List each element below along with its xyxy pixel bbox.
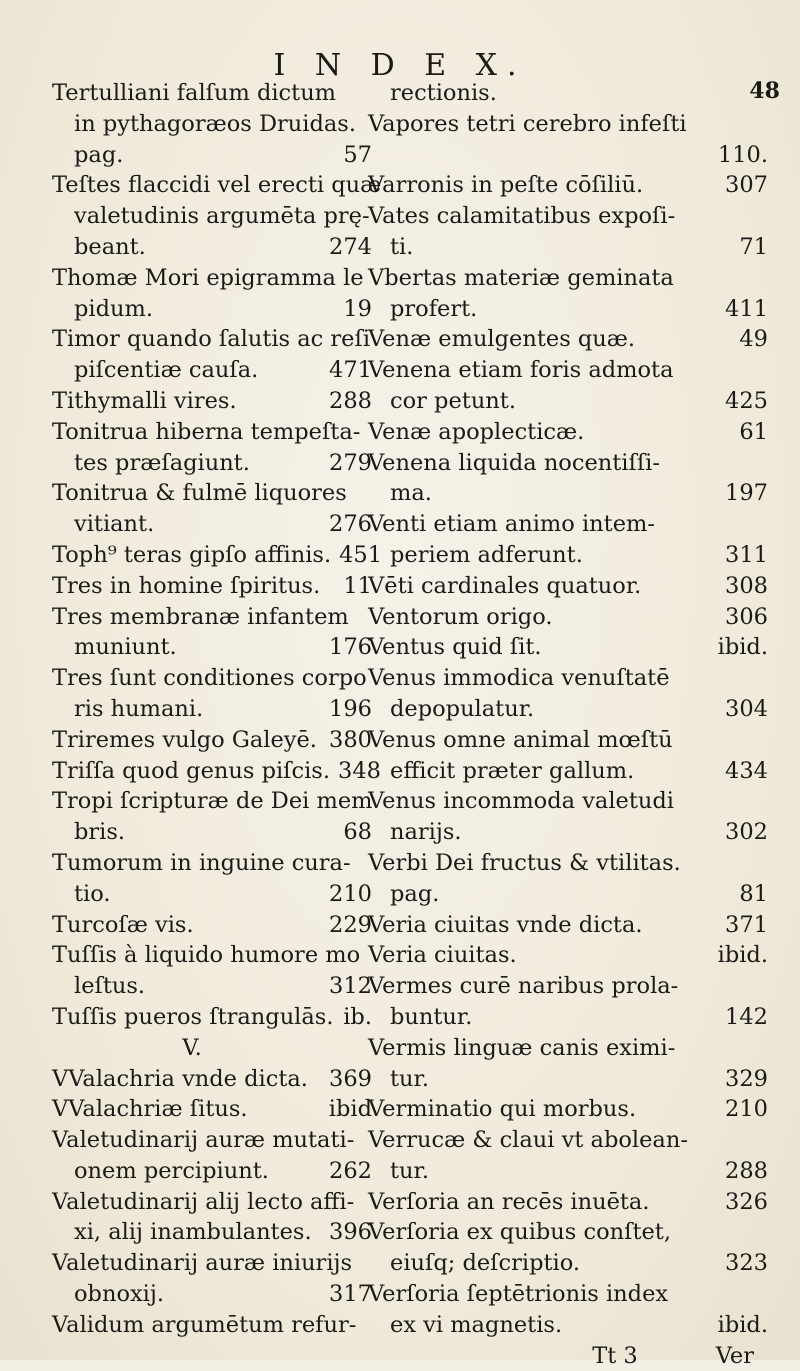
entry-page-number: 81	[739, 880, 768, 907]
entry-text: Ventorum origo.	[368, 603, 553, 630]
entry-text: Venena liquida nocentiſſi-	[368, 449, 660, 476]
entry-page-number: ibid.	[717, 942, 768, 969]
entry-text: Tertulliani falſum dictum	[52, 80, 337, 106]
entry-text: Ventus quid ſit.	[368, 634, 542, 661]
entry-text: V.	[182, 1034, 202, 1061]
entry-text: Verſoria ex quibus conſtet,	[368, 1219, 672, 1246]
entry-text: Tithymalli vires.	[52, 387, 237, 414]
entry-text: Vates calamitatibus expoſi-	[368, 203, 676, 230]
index-entry	[52, 232, 372, 263]
entry-page-number: 71	[739, 233, 768, 260]
index-entry	[52, 848, 372, 879]
entry-text: Valetudinarij auræ mutati-	[52, 1127, 355, 1154]
entry-text: cor petunt.	[390, 387, 516, 414]
entry-page-number: ibid.	[717, 634, 768, 661]
index-entry	[368, 602, 768, 633]
index-entry	[368, 879, 768, 910]
entry-text: ti.	[390, 233, 414, 260]
index-entry	[368, 324, 768, 355]
entry-text: periem adferunt.	[390, 541, 583, 568]
entry-text: Venæ emulgentes quæ.	[368, 326, 636, 353]
index-entry	[368, 756, 768, 787]
entry-text: Tuſſis pueros ſtrangulās.	[52, 1003, 334, 1030]
index-entry	[368, 1125, 768, 1156]
entry-text: Tonitrua & fulmē liquores	[52, 480, 347, 507]
index-entry	[52, 324, 372, 355]
index-entry	[368, 1094, 768, 1125]
index-entry	[52, 448, 372, 479]
entry-page-number: 304	[725, 695, 768, 722]
index-entry	[368, 910, 768, 941]
entry-page-number: 262	[329, 1157, 372, 1184]
entry-text: Tres in homine ſpiritus.	[52, 572, 321, 599]
page-number: 48	[749, 78, 780, 104]
entry-page-number: 371	[725, 911, 768, 938]
index-entry	[52, 417, 372, 448]
entry-text: Veria ciuitas vnde dicta.	[368, 911, 643, 938]
entry-page-number: ibid	[328, 1096, 372, 1123]
entry-page-number: 288	[329, 387, 372, 414]
entry-text: Vermes curē naribus prola-	[368, 973, 679, 1000]
index-entry	[52, 478, 372, 509]
entry-text: Verminatio qui morbus.	[368, 1096, 637, 1123]
index-entry	[52, 355, 372, 386]
index-entry	[368, 478, 768, 509]
index-entry	[368, 1217, 768, 1248]
index-entry	[368, 109, 768, 140]
entry-text: Venus incommoda valetudi	[368, 788, 674, 815]
index-entry	[52, 725, 372, 756]
index-entry	[52, 109, 372, 140]
index-entry	[368, 725, 768, 756]
entry-text: beant.	[74, 233, 146, 260]
entry-page-number: 288	[725, 1157, 768, 1184]
entry-text: valetudinis argumēta prę-	[74, 203, 370, 230]
entry-text: efficit præter gallum.	[390, 757, 635, 784]
entry-text: Veria ciuitas.	[368, 942, 517, 969]
index-entry	[52, 756, 381, 787]
index-entry	[52, 1094, 372, 1125]
entry-page-number: 312	[329, 973, 372, 1000]
index-entry	[52, 1156, 372, 1187]
entry-text: depopulatur.	[390, 695, 535, 722]
entry-text: piſcentiæ cauſa.	[74, 357, 259, 384]
entry-page-number: 229	[329, 911, 372, 938]
entry-page-number: 57	[343, 141, 372, 168]
index-entry	[368, 1310, 768, 1341]
index-entry	[368, 294, 768, 325]
entry-page-number: 68	[343, 819, 372, 846]
index-entry	[52, 694, 372, 725]
entry-text: Varronis in peſte cōſiliū.	[368, 172, 644, 199]
index-entry	[52, 540, 383, 571]
entry-text: Validum argumētum refur-	[52, 1311, 357, 1338]
index-entry	[52, 817, 372, 848]
entry-page-number: 196	[329, 695, 372, 722]
entry-page-number: 61	[739, 418, 768, 445]
entry-text: Tres membranæ infantem	[52, 603, 349, 630]
entry-text: rectionis.	[390, 80, 497, 106]
entry-text: Turcoſæ vis.	[52, 911, 194, 938]
index-entry	[368, 140, 768, 171]
entry-page-number: ibid.	[717, 1311, 768, 1338]
entry-text: tio.	[74, 880, 111, 907]
entry-page-number: 329	[725, 1065, 768, 1092]
index-entry	[368, 1248, 768, 1279]
entry-text: Venena etiam foris admota	[368, 357, 674, 384]
index-entry	[52, 140, 372, 171]
entry-page-number: 49	[739, 326, 768, 353]
entry-page-number: 326	[725, 1188, 768, 1215]
index-entry	[52, 386, 372, 417]
entry-text: Valetudinarij alij lecto affi-	[52, 1188, 355, 1215]
entry-text: buntur.	[390, 1003, 473, 1030]
entry-text: VValachria vnde dicta.	[52, 1065, 308, 1092]
entry-page-number: 142	[725, 1003, 768, 1030]
index-entry	[52, 170, 382, 201]
index-entry	[52, 1064, 372, 1095]
entry-text: Thomæ Mori epigramma le	[52, 264, 364, 291]
index-entry	[368, 632, 768, 663]
entry-page-number: 274	[329, 233, 372, 260]
index-entry	[368, 78, 768, 109]
entry-text: Triſſa quod genus piſcis.	[52, 757, 330, 784]
entry-text: Tropi ſcripturæ de Dei mem	[52, 788, 373, 815]
index-entry	[52, 910, 372, 941]
entry-text: profert.	[390, 295, 478, 322]
entry-text: Vermis linguæ canis eximi-	[368, 1034, 676, 1061]
entry-page-number: 279	[329, 449, 372, 476]
entry-text: Vapores tetri cerebro infeſti	[368, 110, 687, 137]
right-index-column	[368, 78, 768, 1371]
entry-text: vitiant.	[74, 511, 155, 538]
index-entry	[52, 1310, 372, 1341]
entry-text: leſtus.	[74, 973, 146, 1000]
entry-page-number: 425	[725, 387, 768, 414]
index-entry	[368, 571, 768, 602]
entry-page-number: 210	[725, 1096, 768, 1123]
entry-text: tes præſagiunt.	[74, 449, 250, 476]
entry-page-number: 311	[725, 541, 768, 568]
entry-page-number: 396	[329, 1219, 372, 1246]
entry-text: tur.	[390, 1157, 429, 1184]
entry-text: xi, alij inambulantes.	[74, 1219, 312, 1246]
index-entry	[368, 1279, 768, 1310]
entry-page-number: 471	[329, 357, 372, 384]
index-entry	[52, 201, 372, 232]
entry-page-number: 306	[725, 603, 768, 630]
index-entry	[368, 509, 768, 540]
entry-text: in pythagoræos Druidas.	[74, 110, 356, 137]
index-entry	[368, 1187, 768, 1218]
entry-text: Tuſſis à liquido humore mo	[52, 942, 361, 969]
index-entry	[368, 940, 768, 971]
index-entry	[52, 509, 372, 540]
entry-page-number: 302	[725, 819, 768, 846]
entry-text: ris humani.	[74, 695, 204, 722]
entry-page-number: 308	[725, 572, 768, 599]
entry-text: muniunt.	[74, 634, 177, 661]
entry-text: Venus immodica venuſtatē	[368, 665, 670, 692]
index-entry	[52, 602, 372, 633]
entry-text: Toph⁹ teras gipſo affinis.	[52, 541, 332, 568]
entry-page-number: 176	[329, 634, 372, 661]
entry-text: Triremes vulgo Galeyē.	[52, 726, 317, 753]
index-entry	[368, 1156, 768, 1187]
entry-text: ma.	[390, 480, 432, 507]
index-entry	[52, 1187, 372, 1218]
index-entry	[368, 232, 768, 263]
entry-text: eiuſq; deſcriptio.	[390, 1250, 581, 1277]
entry-page-number: 380	[329, 726, 372, 753]
index-entry	[368, 663, 768, 694]
entry-page-number: 348	[338, 757, 381, 784]
index-entry	[368, 386, 768, 417]
entry-text: bris.	[74, 819, 126, 846]
index-entry	[52, 879, 372, 910]
entry-page-number: 19	[343, 295, 372, 322]
index-entry	[368, 694, 768, 725]
entry-text: Tonitrua hiberna tempeſta-	[52, 418, 361, 445]
index-entry	[52, 1125, 372, 1156]
index-entry	[52, 1002, 372, 1033]
entry-text: Tumorum in inguine cura-	[52, 849, 351, 876]
entry-text: tur.	[390, 1065, 429, 1092]
index-entry	[368, 170, 768, 201]
index-entry	[368, 540, 768, 571]
entry-page-number: 323	[725, 1250, 768, 1277]
entry-text: Verrucæ & claui vt abolean-	[368, 1127, 688, 1154]
entry-text: Verſoria ſeptētrionis index	[368, 1281, 669, 1308]
index-entry	[368, 263, 768, 294]
entry-page-number: 276	[329, 511, 372, 538]
entry-page-number: 451	[339, 541, 383, 568]
entry-text: Valetudinarij auræ iniurijs	[52, 1250, 353, 1277]
index-entry	[52, 1217, 372, 1248]
entry-text: Venæ apoplecticæ.	[368, 418, 585, 445]
index-entry	[52, 294, 372, 325]
entry-text: VValachriæ ſitus.	[52, 1096, 248, 1123]
entry-page-number: 110.	[717, 141, 768, 168]
entry-page-number: 210	[329, 880, 372, 907]
entry-text: onem percipiunt.	[74, 1157, 269, 1184]
index-entry	[368, 355, 768, 386]
index-entry	[52, 1279, 372, 1310]
entry-text: Vēti cardinales quatuor.	[368, 572, 642, 599]
entry-text: Vbertas materiæ geminata	[368, 264, 674, 291]
entry-text: Venti etiam animo intem-	[368, 511, 655, 538]
entry-text: obnoxij.	[74, 1281, 164, 1308]
catchword: Ver	[715, 1342, 754, 1369]
entry-text: ex vi magnetis.	[390, 1311, 563, 1338]
entry-page-number: ib.	[343, 1003, 372, 1030]
index-entry	[52, 940, 372, 971]
entry-text: pag.	[74, 141, 124, 168]
left-index-column	[52, 78, 383, 1341]
entry-text: Verbi Dei fructus & vtilitas.	[368, 849, 681, 876]
index-entry	[368, 417, 768, 448]
section-letter	[52, 1033, 372, 1064]
entry-page-number: 307	[725, 172, 768, 199]
entry-text: Tt 3	[592, 1342, 638, 1369]
entry-text: Teſtes flaccidi vel erecti quæ	[52, 172, 382, 199]
entry-text: Verſoria an recēs inuēta.	[368, 1188, 650, 1215]
entry-text: Venus omne animal mœſtū	[368, 726, 673, 753]
index-entry	[368, 201, 768, 232]
index-entry	[368, 1064, 768, 1095]
index-entry	[368, 817, 768, 848]
entry-page-number: 197	[725, 480, 768, 507]
entry-text: pidum.	[74, 295, 153, 322]
index-entry	[368, 971, 768, 1002]
index-entry	[52, 263, 372, 294]
entry-page-number: 434	[725, 757, 768, 784]
signature-line	[368, 1341, 768, 1371]
index-entry	[368, 848, 768, 879]
index-entry	[52, 786, 372, 817]
index-entry	[368, 1033, 768, 1064]
entry-page-number: 369	[329, 1065, 372, 1092]
index-entry	[52, 571, 372, 602]
entry-page-number: 11	[343, 572, 372, 599]
entry-text: Timor quando ſalutis ac reſi	[52, 326, 371, 353]
index-entry	[368, 1002, 768, 1033]
entry-page-number: 317	[329, 1281, 372, 1308]
index-entry	[52, 1248, 372, 1279]
entry-page-number: 411	[725, 295, 768, 322]
entry-text: Tres ſunt conditiones corpo	[52, 665, 367, 692]
index-entry	[368, 448, 768, 479]
index-entry	[52, 663, 372, 694]
index-entry	[52, 78, 372, 109]
running-header: I N D E X.	[273, 48, 527, 83]
index-entry	[368, 786, 768, 817]
index-entry	[52, 971, 372, 1002]
entry-text: narijs.	[390, 819, 462, 846]
entry-text: pag.	[390, 880, 440, 907]
index-entry	[52, 632, 372, 663]
